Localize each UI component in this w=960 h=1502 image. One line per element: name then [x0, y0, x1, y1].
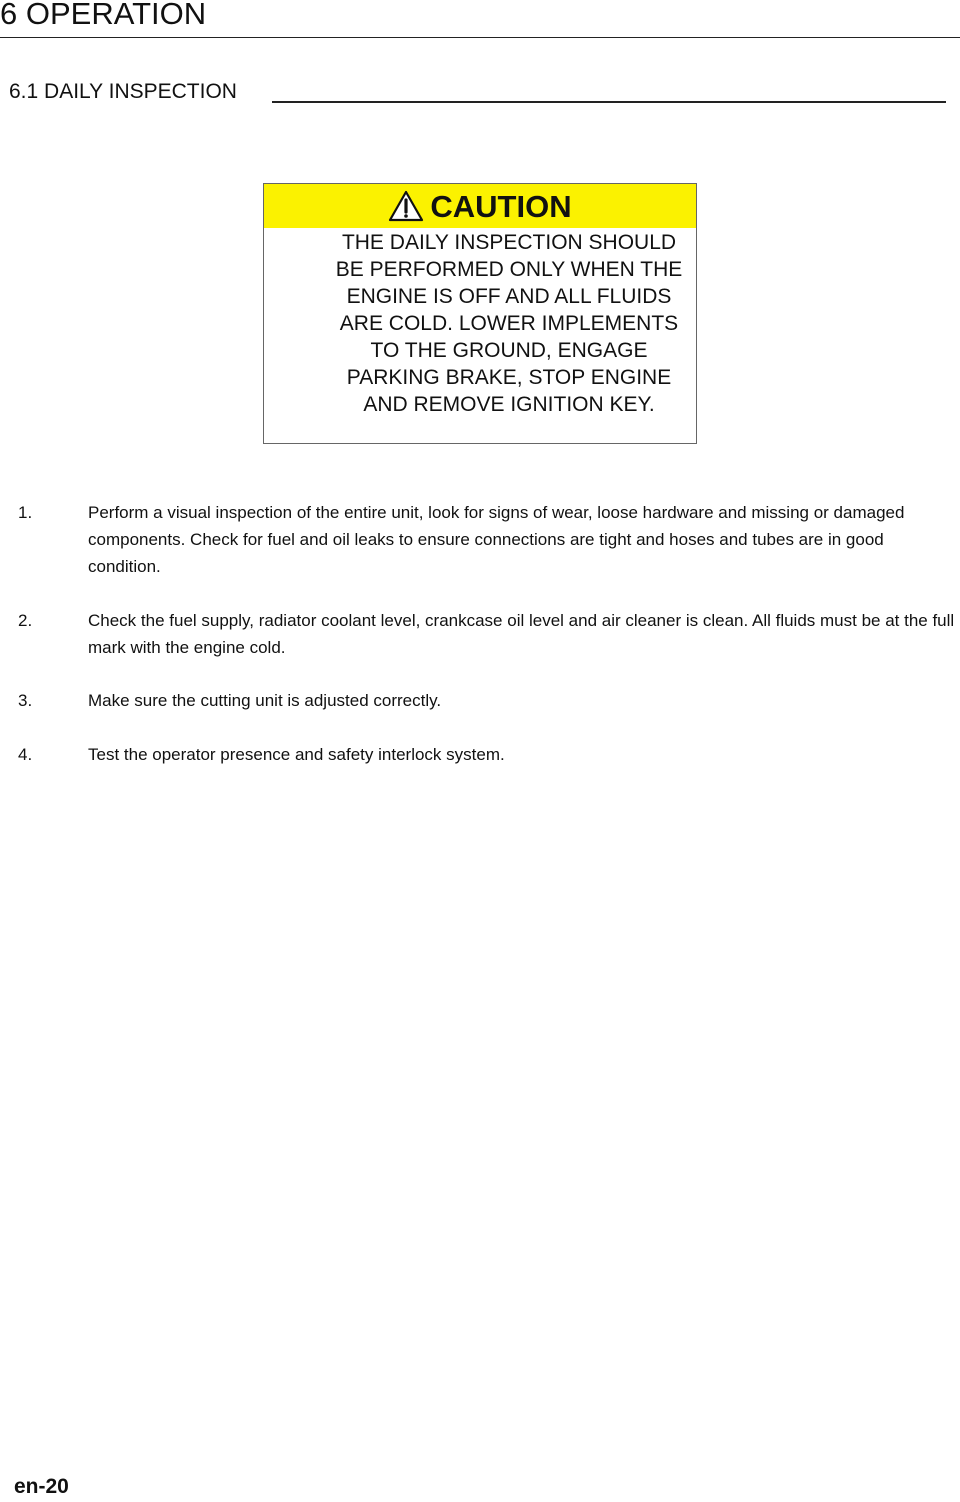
- section-rule: [272, 101, 946, 103]
- list-item: [0, 687, 955, 714]
- list-item: [0, 741, 955, 768]
- list-item: [0, 499, 955, 580]
- chapter-rule: [0, 37, 960, 38]
- caution-title: CAUTION: [430, 189, 572, 224]
- section-title: 6.1 DAILY INSPECTION: [9, 80, 237, 103]
- caution-text: THE DAILY INSPECTION SHOULD BE PERFORMED ONLY WHEN THE ENGINE IS OFF AND ALL FLUIDS ARE COLD. LOWER IMPLEMENTS TO THE GROUND, ENGAGE PARKING BRAKE, STOP ENGINE AND REMOVE IGNITION KEY.: [335, 231, 683, 416]
- warning-triangle-icon: [388, 190, 424, 222]
- page-number: en-20: [14, 1475, 69, 1498]
- caution-box: [263, 183, 697, 444]
- caution-header: [264, 184, 696, 228]
- list-item-number: 4.: [18, 745, 33, 764]
- list-item-text: Check the fuel supply, radiator coolant level, crankcase oil level and air cleaner is clean. All fluids must be at the full mark with the engine cold.: [88, 611, 955, 657]
- list-item-text: Perform a visual inspection of the entire unit, look for signs of wear, loose hardware and missing or damaged components. Check for fuel and oil leaks to ensure connections are tight and hoses and tubes are in good condition.: [88, 503, 905, 576]
- list-item-number: 1.: [18, 503, 33, 522]
- list-item: [0, 607, 955, 661]
- list-item-number: 3.: [18, 691, 33, 710]
- list-item-number: 2.: [18, 611, 33, 630]
- chapter-title: 6 OPERATION: [0, 0, 207, 31]
- list-item-text: Make sure the cutting unit is adjusted correctly.: [88, 691, 442, 710]
- list-item-text: Test the operator presence and safety interlock system.: [88, 745, 505, 764]
